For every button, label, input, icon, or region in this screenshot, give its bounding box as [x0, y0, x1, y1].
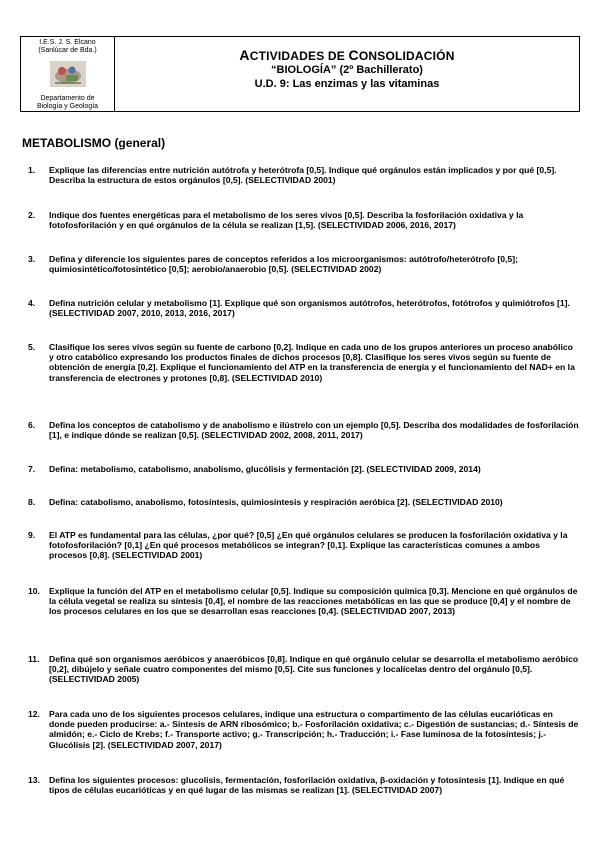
title-box [115, 37, 579, 111]
question-item: 10. Explique la función del ATP en el metabolismo celular [0,5]. Indique su composición química [0,3]. Mencione en qué orgánulos de la célula vegetal se realiza su síntesis [0,4], el nombre de las reacciones metabólicas en las que se produce [0,4] y el nombre de los procesos celulares en los que se desarrollan esas reacciones [0,4]. (SELECTIVIDAD 2007, 2013) [28, 586, 578, 617]
question-item: 1. Explique las diferencias entre nutrición autótrofa y heterótrofa [0,5]. Indique qué orgánulos están implicados y por qué [0,5]. Describa la estructura de estos orgánulos [0,5]. (SELECTIVIDAD 2001) [28, 165, 557, 186]
question-item: 3. Defina y diferencie los siguientes pares de conceptos referidos a los microorganismos: autótrofo/heterótrofo [0,5]; quimiosintético/fotosintético [0,5]; aerobio/anaerobio [0,5]. (SELECTIVIDAD 2002) [28, 254, 518, 275]
question-item: 5. Clasifique los seres vivos según su fuente de carbono [0,2]. Indique en cada uno de los grupos anteriores un proceso anabólico y otro catabólico expresando los productos finales de dichos procesos [0,8]. Clasifique los seres vivos según su fuente de obtención de energía [0,2]. Explique el funcionamiento del ATP en la transferencia de energía y el funcionamiento del NAD+ en la transferencia de electrones y protones [0,8]. (SELECTIVIDAD 2010) [28, 342, 575, 383]
question-item: 9. El ATP es fundamental para las células, ¿por qué? [0,5] ¿En qué orgánulos celulares se producen la fosforilación oxidativa y la fotofosforilación? [0,1] ¿En qué procesos metabólicos se integran? [0,1]. Explique las características comunes a ambos procesos [0,8]. (SELECTIVIDAD 2001) [28, 530, 568, 561]
question-item: 8. Defina: catabolismo, anabolismo, fotosíntesis, quimiosíntesis y respiración aeróbica [2]. (SELECTIVIDAD 2010) [28, 497, 503, 507]
school-location: (Sanlúcar de Bda.) [38, 47, 97, 54]
unit-title: U.D. 9: Las enzimas y las vitaminas [254, 77, 440, 90]
school-logo-icon [50, 61, 86, 87]
subtitle: “BIOLOGÍA” (2º Bachillerato) [271, 63, 423, 76]
question-item: 11. Defina qué son organismos aeróbicos y anaeróbicos [0,8]. Indique en qué orgánulo celular se desarrolla el metabolismo aeróbico [0,2], dibújelo y señale cuatro componentes del mismo [0,5]. Cite sus funciones y localícelas dentro del orgánulo [0,5]. (SELECTIVIDAD 2005) [28, 654, 579, 685]
header-box [20, 36, 580, 112]
school-name: I.E.S. J. S. Elcano [39, 39, 96, 46]
school-logo-box [21, 37, 115, 111]
question-item: 2. Indique dos fuentes energéticas para el metabolismo de los seres vivos [0,5]. Describa la fosforilación oxidativa y la fotofosforilación y en qué orgánulos de la célula se realizan [1,5]. (SELECTIVIDAD 2006, 2016, 2017) [28, 210, 524, 231]
question-item: 13. Defina los siguientes procesos: glucolisis, fermentación, fosforilación oxidativa, β-oxidación y fotosíntesis [1]. Indique en qué tipos de células eucarióticas y en qué lugar de las mismas se realizan [1]. (SELECTIVIDAD 2007) [28, 775, 565, 796]
department-line2: Biología y Geología [36, 103, 99, 110]
section-title: METABOLISMO (general) [22, 136, 166, 150]
question-item: 7. Defina: metabolismo, catabolismo, anabolismo, glucólisis y fermentación [2]. (SELECTIVIDAD 2009, 2014) [28, 464, 481, 474]
question-item: 12. Para cada uno de los siguientes procesos celulares, indique una estructura o compartimento de las células eucarióticas en donde pueden producirse: a.- Síntesis de ARN ribosómico; b.- Fosforilación oxidativa; c.- Digestión de sustancias; d.- Síntesis de almidón; e.- Ciclo de Krebs; f.- Transporte activo; g.- Transcripción; h.- Traducción; i.- Fase luminosa de la fotosíntesis; j.- Glucólisis [2]. (SELECTIVIDAD 2007, 2017) [28, 709, 579, 750]
department-line1: Departamento de [40, 95, 95, 102]
question-item: 4. Defina nutrición celular y metabolismo [1]. Explique qué son organismos autótrofos, heterótrofos, fotótrofos y quimiótrofos [1]. (SELECTIVIDAD 2007, 2010, 2013, 2016, 2017) [28, 298, 570, 319]
question-item: 6. Defina los conceptos de catabolismo y de anabolismo e ilústrelo con un ejemplo [0,5]. Describa dos modalidades de fosforilación [1], e indique dónde se realizan [0,5]. (SELECTIVIDAD 2002, 2008, 2011, 2017) [28, 420, 579, 441]
page-title: ACTIVIDADES DE CONSOLIDACIÓN [239, 46, 455, 63]
